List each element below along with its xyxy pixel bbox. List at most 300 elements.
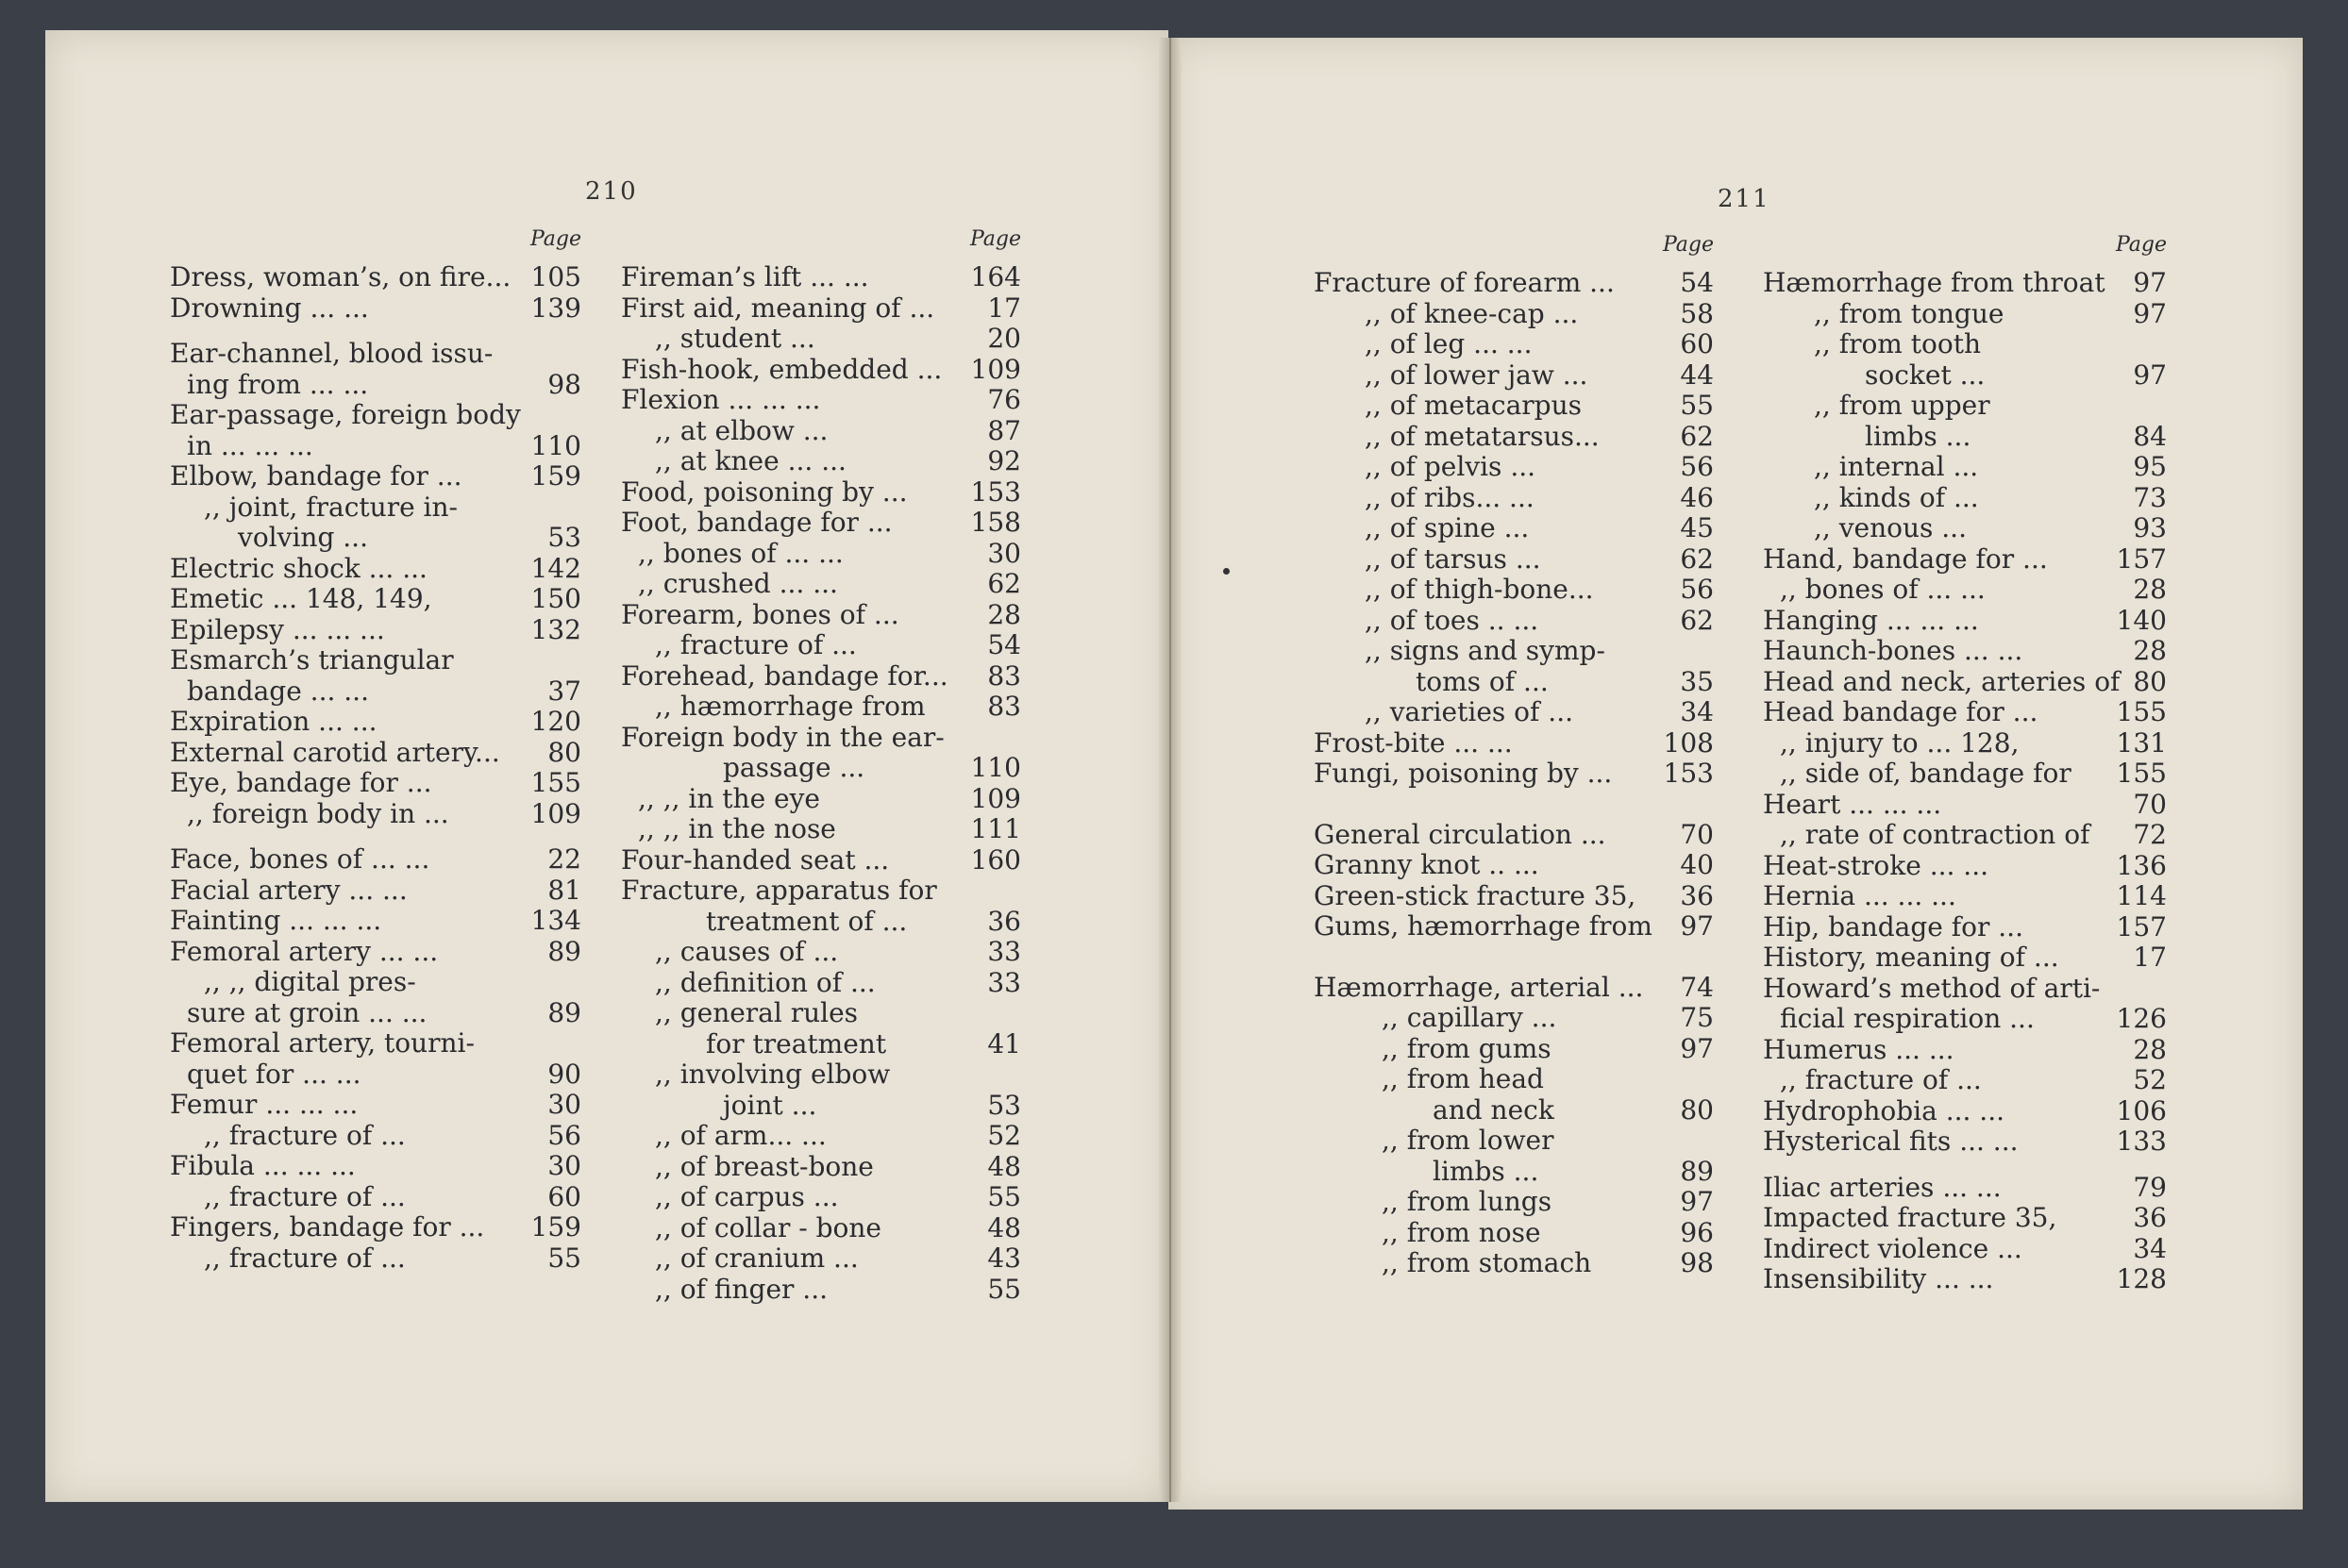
- index-entry-text: ,, of leg ... ...: [1365, 328, 1533, 359]
- index-gap: [1314, 942, 1714, 958]
- index-entry-text: and neck: [1433, 1093, 1554, 1126]
- index-entry-page: 110: [530, 429, 581, 461]
- index-entry-page: 58: [1680, 297, 1714, 329]
- index-entry-page: 62: [1680, 542, 1714, 575]
- index-entry: [1314, 850, 1714, 881]
- index-entry-text: Expiration ... ...: [170, 706, 377, 737]
- index-entry-text: Hip, bandage for ...: [1763, 910, 2023, 942]
- index-entry: [621, 385, 1021, 416]
- index-entry-text: Emetic ... 148, 149,: [170, 583, 432, 614]
- index-entry-page: 75: [1680, 1002, 1714, 1033]
- index-entry: [1314, 329, 1714, 360]
- index-entry-page: 54: [1680, 267, 1714, 298]
- index-entry-text: ,, of knee-cap ...: [1365, 297, 1579, 329]
- index-entry-text: ,, kinds of ...: [1814, 481, 1979, 513]
- index-entry-page: 46: [1680, 481, 1714, 513]
- index-entry-page: 87: [987, 414, 1021, 446]
- index-entry: [170, 492, 581, 524]
- index-entry-text: ,, from head: [1382, 1063, 1544, 1094]
- index-entry: [1763, 636, 2167, 667]
- index-entry-text: Dress, woman’s, on fire...: [170, 261, 512, 292]
- index-entry-text: ,, from tooth: [1814, 328, 1982, 359]
- index-entry: [621, 1121, 1021, 1152]
- index-entry-text: Heart ... ... ...: [1763, 788, 1942, 820]
- index-entry-page: 157: [2116, 542, 2167, 575]
- index-entry-text: ,, bones of ... ...: [638, 537, 844, 569]
- index-entry-text: ,, general rules: [655, 997, 859, 1028]
- index-entry-page: 48: [987, 1150, 1021, 1182]
- index-entry-page: 108: [1663, 726, 1714, 759]
- index-entry-page: 40: [1680, 849, 1714, 880]
- index-entry-page: 80: [547, 736, 581, 768]
- index-entry-text: Gums, hæmorrhage from: [1314, 910, 1652, 942]
- index-entry: [1314, 973, 1714, 1004]
- index-entry-page: 139: [530, 292, 581, 324]
- index-entry: [621, 1152, 1021, 1183]
- index-entry: [1763, 851, 2167, 882]
- index-entry-page: 153: [970, 475, 1021, 508]
- index-entry: [170, 339, 581, 370]
- index-entry-page: 158: [970, 507, 1021, 538]
- index-entry-text: ,, crushed ... ...: [638, 568, 838, 599]
- index-entry-text: ,, of metatarsus...: [1365, 420, 1600, 452]
- index-entry: [170, 645, 581, 676]
- index-entry-text: ficial respiration ...: [1780, 1003, 2035, 1034]
- index-entry-text: Hysterical fits ... ...: [1763, 1126, 2019, 1157]
- index-entry: [621, 355, 1021, 386]
- index-entry: [1763, 513, 2167, 544]
- index-entry-page: 70: [2133, 788, 2167, 820]
- index-entry: [1763, 912, 2167, 943]
- index-entry-text: General circulation ...: [1314, 818, 1606, 850]
- index-entry: [1314, 881, 1714, 912]
- index-entry: [1314, 1187, 1714, 1218]
- index-entry: [1763, 728, 2167, 759]
- index-entry-text: Foreign body in the ear-: [621, 721, 945, 753]
- index-entry-page: 52: [987, 1120, 1021, 1151]
- index-entry-page: 98: [1680, 1247, 1714, 1278]
- index-entry-text: in ... ... ...: [187, 429, 313, 461]
- index-entry-page: 95: [2133, 451, 2167, 482]
- index-entry-page: 97: [2133, 267, 2167, 298]
- index-entry: [1314, 820, 1714, 851]
- index-entry: [1314, 728, 1714, 759]
- index-entry: [170, 293, 581, 325]
- index-entry-page: 96: [1680, 1216, 1714, 1248]
- index-entry-text: ,, student ...: [655, 323, 815, 354]
- index-entry-page: 62: [1680, 604, 1714, 636]
- index-entry-page: 62: [987, 568, 1021, 599]
- index-entry-text: ,, of pelvis ...: [1365, 451, 1536, 482]
- index-entry-page: 89: [547, 935, 581, 967]
- index-entry-text: Drowning ... ...: [170, 292, 369, 324]
- index-entry-page: 37: [547, 675, 581, 707]
- index-entry: [621, 600, 1021, 631]
- index-entry-page: 44: [1680, 359, 1714, 391]
- index-entry: [1763, 544, 2167, 575]
- index-entry: [1763, 820, 2167, 851]
- index-entry: [170, 707, 581, 738]
- index-entry-text: ,, causes of ...: [655, 936, 839, 967]
- index-entry-text: Humerus ... ...: [1763, 1033, 1954, 1065]
- index-entry: [621, 753, 1021, 784]
- index-entry: [170, 967, 581, 998]
- index-entry-page: 155: [530, 767, 581, 798]
- index-entry: [170, 799, 581, 830]
- index-entry-text: ,, internal ...: [1814, 451, 1979, 482]
- page-column-header: Page: [529, 227, 581, 251]
- index-entry-text: Iliac arteries ... ...: [1763, 1171, 2002, 1203]
- index-entry: [1763, 974, 2167, 1005]
- index-entry-page: 36: [987, 905, 1021, 937]
- index-entry-text: Hæmorrhage, arterial ...: [1314, 971, 1644, 1003]
- index-entry: [1763, 575, 2167, 606]
- index-entry: [170, 584, 581, 615]
- index-entry-page: 89: [547, 996, 581, 1028]
- index-entry-text: ,, rate of contraction of: [1780, 819, 2090, 850]
- index-entry: [1763, 1234, 2167, 1265]
- index-entry-page: 28: [987, 598, 1021, 630]
- index-entry-page: 43: [987, 1243, 1021, 1274]
- index-entry: [621, 539, 1021, 570]
- index-entry-text: ,, ,, digital pres-: [204, 966, 416, 997]
- index-entry-text: ,, from gums: [1382, 1032, 1551, 1064]
- index-entry: [170, 523, 581, 554]
- index-entry: [1314, 636, 1714, 667]
- index-entry: [1314, 911, 1714, 942]
- index-entry-text: ,, fracture of ...: [204, 1119, 406, 1151]
- index-entry-page: 17: [987, 292, 1021, 324]
- index-entry-page: 136: [2116, 849, 2167, 881]
- index-entry: [1763, 268, 2167, 299]
- index-entry: [1763, 697, 2167, 728]
- index-entry-text: Femoral artery, tourni-: [170, 1027, 475, 1059]
- index-entry: [1314, 422, 1714, 453]
- index-entry-page: 83: [987, 659, 1021, 692]
- index-entry-page: 97: [2133, 359, 2167, 391]
- index-entry: [621, 814, 1021, 845]
- index-entry-text: quet for ... ...: [187, 1058, 361, 1090]
- index-entry-text: Hydrophobia ... ...: [1763, 1094, 2004, 1126]
- index-entry-page: 97: [1680, 1032, 1714, 1064]
- index-entry: [170, 1151, 581, 1182]
- index-entry-page: 157: [2116, 910, 2167, 942]
- index-entry: [1763, 391, 2167, 422]
- index-entry-page: 92: [987, 445, 1021, 476]
- index-entry: [170, 1121, 581, 1152]
- index-entry: [1763, 606, 2167, 637]
- index-entry-text: Eye, bandage for ...: [170, 767, 432, 798]
- index-entry: [1314, 299, 1714, 330]
- index-entry-text: ,, from lungs: [1382, 1186, 1552, 1217]
- index-entry-text: ,, injury to ... 128,: [1780, 726, 2020, 759]
- index-entry-text: Fracture of forearm ...: [1314, 267, 1615, 298]
- index-entry: [170, 768, 581, 799]
- index-entry-page: 79: [2133, 1171, 2167, 1203]
- index-entry-page: 20: [987, 323, 1021, 354]
- index-entry-page: 114: [2116, 880, 2167, 911]
- index-entry-page: 150: [530, 583, 581, 614]
- index-entry-text: ,, signs and symp-: [1365, 635, 1605, 666]
- index-entry-text: Fingers, bandage for ...: [170, 1211, 485, 1243]
- index-entry-text: ,, of spine ...: [1365, 512, 1530, 543]
- index-entry: [621, 569, 1021, 600]
- index-entry: [621, 1029, 1021, 1060]
- index-entry: [1763, 422, 2167, 453]
- index-entry-text: Hanging ... ... ...: [1763, 604, 1979, 636]
- index-entry: [170, 400, 581, 431]
- index-entry: [1763, 759, 2167, 790]
- index-entry: [1763, 1203, 2167, 1234]
- index-entry-text: ,, definition of ...: [655, 966, 876, 998]
- index-entry-text: Face, bones of ... ...: [170, 843, 430, 875]
- index-entry-page: 93: [2133, 512, 2167, 543]
- index-entry-page: 133: [2116, 1126, 2167, 1157]
- index-entry-text: Ear-passage, foreign body: [170, 399, 521, 430]
- index-entry-page: 70: [1680, 818, 1714, 850]
- index-entry-page: 35: [1680, 665, 1714, 697]
- index-entry: [1763, 1173, 2167, 1204]
- index-entry-text: Indirect violence ...: [1763, 1232, 2022, 1264]
- index-entry: [621, 1182, 1021, 1213]
- index-entry: [170, 738, 581, 769]
- index-entry-text: ,, from tongue: [1814, 297, 2004, 329]
- index-entry-text: ,, fracture of ...: [655, 629, 857, 660]
- index-entry: [170, 1212, 581, 1243]
- page-column-header: Page: [1662, 233, 1714, 257]
- index-entry: [621, 1213, 1021, 1244]
- index-entry: [170, 998, 581, 1029]
- index-entry-page: 34: [2133, 1232, 2167, 1264]
- index-gap: [1314, 790, 1714, 805]
- index-entry-page: 72: [2133, 819, 2167, 850]
- index-entry-page: 56: [1680, 451, 1714, 482]
- index-entry-text: ,, varieties of ...: [1365, 696, 1573, 727]
- index-entry-text: ,, ,, in the nose: [638, 813, 836, 844]
- index-entry-text: Hernia ... ... ...: [1763, 880, 1956, 911]
- index-column-3: [1314, 233, 1714, 1279]
- index-entry-text: First aid, meaning of ...: [621, 292, 935, 324]
- index-entry: [1314, 1218, 1714, 1249]
- index-entry: [1763, 790, 2167, 821]
- index-entry-page: 28: [2133, 574, 2167, 605]
- index-entry: [1314, 697, 1714, 728]
- index-entry-page: 52: [2133, 1064, 2167, 1095]
- index-entry-page: 48: [987, 1211, 1021, 1243]
- index-entry-text: Four-handed seat ...: [621, 843, 890, 876]
- index-entry-page: 56: [1680, 574, 1714, 605]
- index-entry: [170, 1182, 581, 1213]
- page-column-header: Page: [969, 227, 1021, 251]
- index-entry-page: 53: [987, 1089, 1021, 1121]
- index-entry-page: 55: [1680, 390, 1714, 421]
- index-entry: [621, 1243, 1021, 1275]
- index-entry: [170, 844, 581, 876]
- index-entry: [621, 661, 1021, 692]
- index-entry-page: 55: [987, 1273, 1021, 1305]
- index-entry-text: Fracture, apparatus for: [621, 875, 937, 906]
- index-entry-text: ,, from upper: [1814, 390, 1990, 421]
- index-entry: [621, 1275, 1021, 1306]
- index-entry-text: Fainting ... ... ...: [170, 905, 382, 936]
- index-entry: [1314, 391, 1714, 422]
- index-entry-text: volving ...: [238, 522, 368, 553]
- index-entry: [170, 431, 581, 462]
- index-entry: [1763, 329, 2167, 360]
- index-entry-text: ,, fracture of ...: [204, 1242, 406, 1274]
- index-gap: [170, 829, 581, 844]
- index-entry: [1314, 1003, 1714, 1034]
- index-entry-text: Femur ... ... ...: [170, 1089, 359, 1120]
- index-entry-text: Impacted fracture 35,: [1763, 1202, 2057, 1233]
- index-entry: [1763, 1096, 2167, 1127]
- page-speck: [1223, 568, 1230, 575]
- index-entry-text: ,, of breast-bone: [655, 1150, 874, 1182]
- index-gap: [1763, 1158, 2167, 1173]
- index-entry-text: Elbow, bandage for ...: [170, 460, 462, 492]
- index-entry-text: Granny knot .. ...: [1314, 849, 1539, 880]
- index-entry-text: Heat-stroke ... ...: [1763, 849, 1988, 881]
- index-entry-page: 60: [547, 1180, 581, 1212]
- index-entry-text: Haunch-bones ... ...: [1763, 635, 2023, 666]
- index-entry: [621, 416, 1021, 447]
- index-entry-page: 140: [2116, 604, 2167, 636]
- index-entry-page: 155: [2116, 696, 2167, 727]
- index-entry-page: 62: [1680, 420, 1714, 452]
- index-entry-text: for treatment: [706, 1027, 887, 1059]
- index-entry-page: 134: [530, 905, 581, 936]
- index-entry: [1314, 575, 1714, 606]
- index-entry: [170, 937, 581, 968]
- index-entry-text: ,, ,, in the eye: [638, 782, 821, 814]
- index-entry-text: ,, from nose: [1382, 1216, 1541, 1248]
- index-entry-text: ,, of metacarpus: [1365, 390, 1582, 421]
- index-entry-text: ,, at elbow ...: [655, 414, 829, 446]
- index-entry-text: toms of ...: [1416, 665, 1549, 697]
- index-entry-page: 109: [530, 797, 581, 829]
- index-entry-text: ,, capillary ...: [1382, 1002, 1557, 1033]
- index-entry-page: 53: [547, 522, 581, 553]
- index-entry-text: joint ...: [723, 1089, 817, 1121]
- index-entry: [1314, 360, 1714, 392]
- index-entry-text: ,, of ribs... ...: [1365, 481, 1535, 513]
- index-entry-text: Head and neck, arteries of: [1763, 665, 2121, 697]
- index-entry: [170, 262, 581, 293]
- index-entry-text: Fish-hook, embedded ...: [621, 353, 943, 385]
- index-entry-page: 33: [987, 966, 1021, 998]
- index-entry-page: 45: [1680, 512, 1714, 543]
- index-entry-page: 54: [987, 629, 1021, 660]
- index-entry-text: sure at groin ... ...: [187, 996, 428, 1028]
- index-entry-text: limbs ...: [1865, 420, 1971, 452]
- index-entry-page: 22: [547, 843, 581, 875]
- index-entry-page: 41: [987, 1027, 1021, 1059]
- index-entry-text: socket ...: [1865, 359, 1986, 391]
- index-entry-text: passage ...: [723, 752, 865, 783]
- index-entry-page: 30: [987, 537, 1021, 569]
- page-number-right: 211: [1718, 185, 1770, 213]
- index-entry: [621, 692, 1021, 723]
- index-gap: [170, 324, 581, 339]
- index-entry-page: 111: [970, 813, 1021, 844]
- index-entry: [1763, 360, 2167, 392]
- index-entry-text: bandage ... ...: [187, 675, 369, 707]
- index-entry-text: Fireman’s lift ... ...: [621, 261, 869, 292]
- index-entry: [1763, 299, 2167, 330]
- index-entry-page: 76: [987, 384, 1021, 415]
- index-entry-text: Flexion ... ... ...: [621, 384, 821, 415]
- index-entry-page: 80: [1680, 1093, 1714, 1126]
- index-entry: [170, 676, 581, 708]
- index-entry-text: limbs ...: [1433, 1155, 1539, 1187]
- index-entry-page: 34: [1680, 696, 1714, 727]
- index-entry: [621, 1059, 1021, 1091]
- index-entry-page: 153: [1663, 758, 1714, 789]
- index-entry-text: Forearm, bones of ...: [621, 598, 899, 630]
- index-entry-text: ,, of carpus ...: [655, 1181, 839, 1212]
- index-entry: [621, 876, 1021, 907]
- index-entry-page: 28: [2133, 1033, 2167, 1065]
- index-entry-text: Facial artery ... ...: [170, 874, 408, 906]
- index-entry-page: 56: [547, 1119, 581, 1151]
- index-entry-page: 28: [2133, 635, 2167, 666]
- index-entry-text: ,, bones of ... ...: [1780, 574, 1986, 605]
- index-entry-page: 17: [2133, 942, 2167, 973]
- index-entry: [1314, 1064, 1714, 1095]
- index-column-4: [1763, 233, 2167, 1295]
- index-entry-page: 80: [2133, 665, 2167, 697]
- index-entry: [170, 1243, 581, 1275]
- index-entry-text: ing from ... ...: [187, 368, 369, 400]
- index-entry-text: ,, involving elbow: [655, 1059, 891, 1090]
- index-entry: [1314, 1034, 1714, 1065]
- index-entry-text: ,, of lower jaw ...: [1365, 359, 1588, 391]
- index-entry: [1314, 1157, 1714, 1188]
- index-entry-text: External carotid artery...: [170, 736, 500, 768]
- index-entry-page: 36: [2133, 1202, 2167, 1233]
- page-number-left: 210: [585, 177, 638, 206]
- index-entry: [621, 937, 1021, 968]
- index-entry-text: ,, foreign body in ...: [187, 797, 449, 829]
- index-entry-page: 142: [530, 552, 581, 584]
- index-entry: [170, 461, 581, 492]
- index-entry: [1314, 268, 1714, 299]
- index-entry-text: Frost-bite ... ...: [1314, 726, 1513, 759]
- index-entry-page: 159: [530, 460, 581, 492]
- index-entry-page: 98: [547, 368, 581, 400]
- page-column-header: Page: [2115, 233, 2167, 257]
- index-entry: [1763, 483, 2167, 514]
- index-entry: [170, 876, 581, 907]
- index-entry-text: ,, of thigh-bone...: [1365, 574, 1594, 605]
- index-entry: [170, 1059, 581, 1091]
- index-entry-text: ,, of toes .. ...: [1365, 604, 1539, 636]
- index-entry: [170, 906, 581, 937]
- index-gap: [1314, 805, 1714, 820]
- index-entry: [1763, 881, 2167, 912]
- index-entry-text: ,, of cranium ...: [655, 1243, 859, 1274]
- index-entry: [1763, 1004, 2167, 1035]
- index-entry: [621, 998, 1021, 1029]
- book-gutter: [1159, 38, 1182, 1502]
- index-entry-text: ,, at knee ... ...: [655, 445, 847, 476]
- index-entry-text: Hand, bandage for ...: [1763, 542, 2048, 575]
- index-entry-text: ,, fracture of ...: [1780, 1064, 1982, 1095]
- index-entry: [1314, 759, 1714, 790]
- index-entry: [621, 446, 1021, 477]
- index-entry-text: History, meaning of ...: [1763, 942, 2059, 973]
- index-entry-page: 155: [2116, 758, 2167, 789]
